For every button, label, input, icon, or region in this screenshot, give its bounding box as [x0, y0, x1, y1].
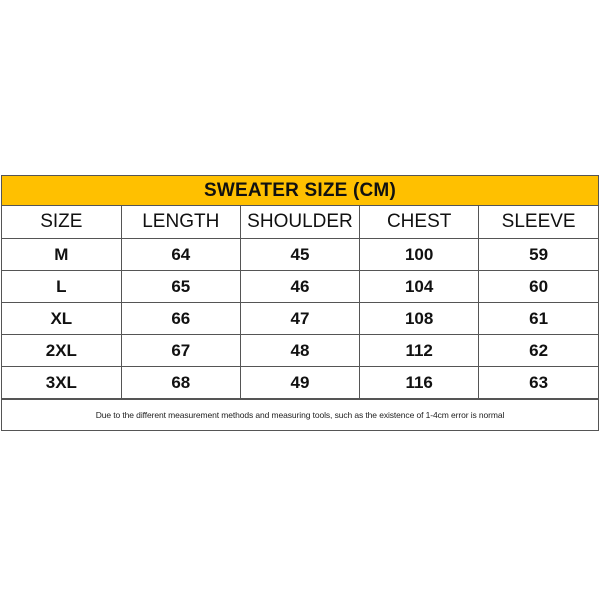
column-header-shoulder: SHOULDER: [240, 206, 359, 239]
shoulder-cell: 48: [240, 335, 359, 367]
table-row: [2, 367, 598, 399]
sleeve-cell: 59: [479, 239, 598, 271]
shoulder-cell: 45: [240, 239, 359, 271]
column-header-chest: CHEST: [360, 206, 479, 239]
chest-cell: 104: [360, 271, 479, 303]
table-row: [2, 271, 598, 303]
measurement-note: Due to the different measurement methods and measuring tools, such as the existence of 1-4cm error is normal: [2, 399, 598, 430]
length-cell: 65: [121, 271, 240, 303]
table-row: [2, 303, 598, 335]
shoulder-cell: 47: [240, 303, 359, 335]
chest-cell: 112: [360, 335, 479, 367]
sleeve-cell: 60: [479, 271, 598, 303]
table-row: [2, 239, 598, 271]
size-chart-title: SWEATER SIZE (CM): [2, 176, 598, 206]
shoulder-cell: 46: [240, 271, 359, 303]
size-cell: M: [2, 239, 121, 271]
length-cell: 66: [121, 303, 240, 335]
length-cell: 68: [121, 367, 240, 399]
size-cell: 2XL: [2, 335, 121, 367]
column-header-size: SIZE: [2, 206, 121, 239]
column-header-length: LENGTH: [121, 206, 240, 239]
sleeve-cell: 61: [479, 303, 598, 335]
chest-cell: 108: [360, 303, 479, 335]
length-cell: 64: [121, 239, 240, 271]
sleeve-cell: 63: [479, 367, 598, 399]
size-cell: L: [2, 271, 121, 303]
column-header-sleeve: SLEEVE: [479, 206, 598, 239]
size-cell: 3XL: [2, 367, 121, 399]
chest-cell: 100: [360, 239, 479, 271]
length-cell: 67: [121, 335, 240, 367]
shoulder-cell: 49: [240, 367, 359, 399]
table-row: [2, 335, 598, 367]
size-chart-grid: [2, 206, 598, 399]
size-chart-table: [1, 175, 599, 431]
table-header-row: [2, 206, 598, 239]
chest-cell: 116: [360, 367, 479, 399]
sleeve-cell: 62: [479, 335, 598, 367]
size-cell: XL: [2, 303, 121, 335]
